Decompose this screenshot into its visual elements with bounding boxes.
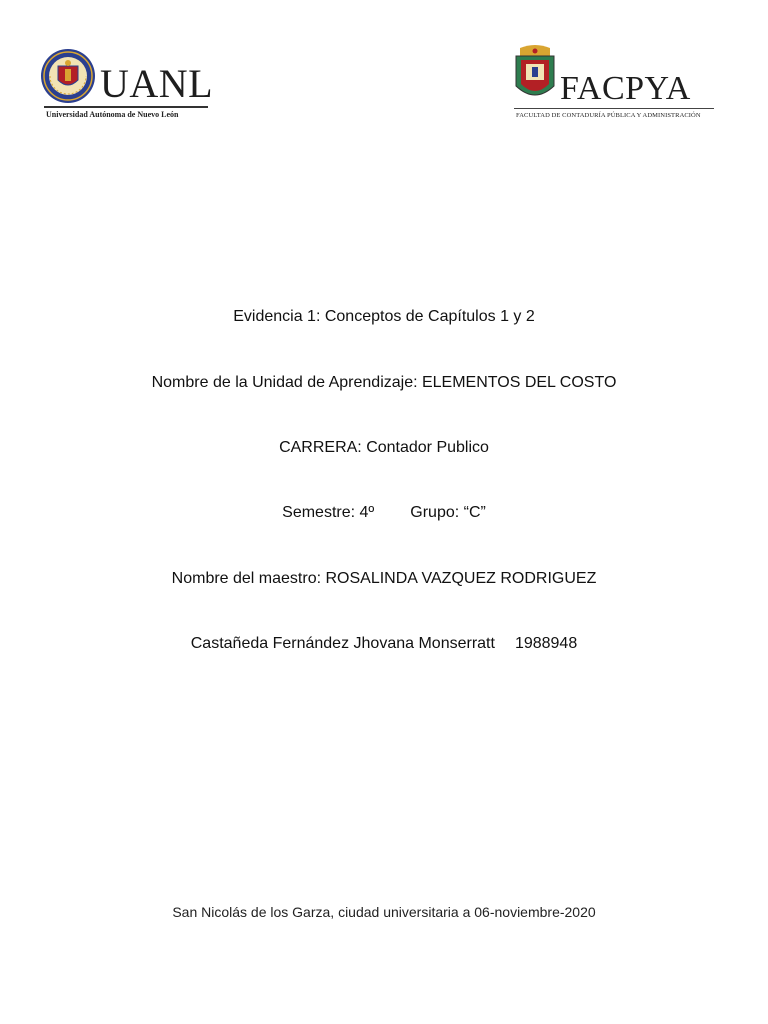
student-id: 1988948 [514,635,578,652]
student-line [0,634,768,654]
place-date: San Nicolás de los Garza, ciudad universitaria a 06-noviembre-2020 [172,904,596,920]
uanl-subtitle: Universidad Autónoma de Nuevo León [46,110,179,119]
facpya-subtitle: FACULTAD DE CONTADURÍA PÚBLICA Y ADMINISTRACIÓN [516,112,701,119]
uanl-seal-icon [40,46,96,106]
evidence-title: Evidencia 1: Conceptos de Capítulos 1 y 2 [233,308,535,325]
group: Grupo: “C” [410,504,486,521]
learning-unit: Nombre de la Unidad de Aprendizaje: ELEMENTOS DEL COSTO [151,374,617,391]
facpya-shield-icon [512,42,558,106]
uanl-logo [40,42,212,122]
facpya-logo [512,42,724,122]
facpya-divider [514,108,714,109]
career: CARRERA: Contador Publico [279,439,489,456]
uanl-wordmark: UANL [100,61,214,106]
uanl-divider [44,106,208,108]
teacher-name: Nombre del maestro: ROSALINDA VAZQUEZ RODRIGUEZ [171,570,597,587]
student-name: Castañeda Fernández Jhovana Monserratt [190,635,495,652]
semester: Semestre: 4º [282,504,375,521]
facpya-wordmark: FACPYA [560,70,691,107]
semester-group-line [0,503,768,523]
